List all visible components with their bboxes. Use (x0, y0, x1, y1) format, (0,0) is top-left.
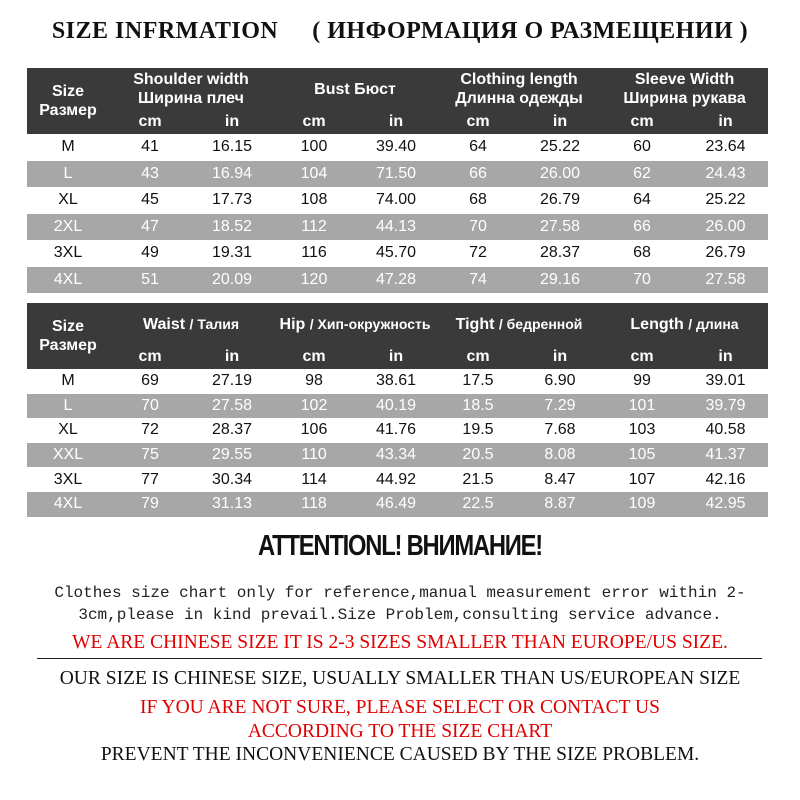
measurement-cell: 44.13 (355, 214, 437, 241)
group-header-ru: Ширина рукава (623, 90, 746, 107)
size-label-cell: L (27, 161, 109, 188)
unit-header: in (683, 345, 768, 369)
measurement-cell: 8.87 (519, 492, 601, 517)
unit-header: in (519, 345, 601, 369)
table-body (27, 369, 768, 517)
measurement-cell: 68 (437, 187, 519, 214)
size-header-en: Size (51, 318, 84, 335)
table-row (27, 443, 768, 468)
measurement-cell: 100 (273, 134, 355, 161)
measurement-cell: 62 (601, 161, 683, 188)
measurement-cell: 17.73 (191, 187, 273, 214)
table-body (27, 134, 768, 293)
measurement-cell: 110 (273, 443, 355, 468)
contact-notice-line: IF YOU ARE NOT SURE, PLEASE SELECT OR CONTACT US (140, 697, 660, 718)
measurement-cell: 43.34 (355, 443, 437, 468)
measurement-cell: 120 (273, 267, 355, 294)
measurement-cell: 26.00 (683, 214, 768, 241)
measurement-cell: 27.58 (191, 394, 273, 419)
measurement-cell: 30.34 (191, 467, 273, 492)
measurement-cell: 8.08 (519, 443, 601, 468)
unit-header: in (191, 345, 273, 369)
measurement-cell: 40.19 (355, 394, 437, 419)
table-row (27, 492, 768, 517)
table-row (27, 240, 768, 267)
inconvenience-notice: PREVENT THE INCONVENIENCE CAUSED BY THE SIZE PROBLEM. (100, 744, 700, 765)
contact-notice (0, 696, 800, 744)
group-header-ru: Ширина плеч (138, 90, 244, 107)
measurement-cell: 20.5 (437, 443, 519, 468)
measurement-cell: 74 (437, 267, 519, 294)
size-label-cell: 4XL (27, 492, 109, 517)
measurement-cell: 25.22 (683, 187, 768, 214)
measurement-cell: 29.16 (519, 267, 601, 294)
table-row (27, 394, 768, 419)
size-label-cell: L (27, 394, 109, 419)
unit-header: in (683, 110, 768, 134)
measurement-cell: 19.31 (191, 240, 273, 267)
measurement-cell: 101 (601, 394, 683, 419)
group-header-ru: / Хип-окружность (309, 315, 431, 332)
size-label-cell: XXL (27, 443, 109, 468)
measurement-cell: 28.37 (191, 418, 273, 443)
size-table-lower (27, 303, 768, 517)
chinese-size-notice: OUR SIZE IS CHINESE SIZE, USUALLY SMALLER THAN US/EUROPEAN SIZE (59, 668, 741, 689)
group-header-en: Length (630, 315, 684, 333)
measurement-cell: 39.40 (355, 134, 437, 161)
measurement-cell: 60 (601, 134, 683, 161)
measurement-cell: 66 (437, 161, 519, 188)
table-row (27, 214, 768, 241)
chinese-size-warning: WE ARE CHINESE SIZE IT IS 2-3 SIZES SMALLER THAN EUROPE/US SIZE. (72, 632, 728, 653)
title-english: SIZE INFRMATION (51, 18, 279, 44)
header-row (27, 68, 768, 110)
measurement-cell: 27.58 (683, 267, 768, 294)
measurement-cell: 109 (601, 492, 683, 517)
measurement-cell: 71.50 (355, 161, 437, 188)
measurement-cell: 23.64 (683, 134, 768, 161)
size-header-en: Size (51, 83, 84, 100)
group-header (437, 68, 601, 110)
unit-header: cm (601, 345, 683, 369)
unit-header: in (355, 345, 437, 369)
measurement-cell: 114 (273, 467, 355, 492)
measurement-cell: 7.29 (519, 394, 601, 419)
measurement-cell: 70 (601, 267, 683, 294)
table-row (27, 467, 768, 492)
measurement-cell: 18.52 (191, 214, 273, 241)
measurement-cell: 16.94 (191, 161, 273, 188)
measurement-cell: 20.09 (191, 267, 273, 294)
measurement-cell: 26.00 (519, 161, 601, 188)
measurement-cell: 66 (601, 214, 683, 241)
size-table-upper (27, 68, 768, 293)
group-header-en: Shoulder width (133, 71, 249, 88)
unit-header: in (355, 110, 437, 134)
measurement-cell: 24.43 (683, 161, 768, 188)
group-header-en: Clothing length (460, 71, 578, 88)
group-header (273, 68, 437, 110)
contact-notice-line: ACCORDING TO THE SIZE CHART (247, 721, 553, 742)
unit-header: cm (109, 110, 191, 134)
measurement-cell: 28.37 (519, 240, 601, 267)
table-row (27, 267, 768, 294)
measurement-cell: 51 (109, 267, 191, 294)
measurement-cell: 21.5 (437, 467, 519, 492)
measurement-cell: 41.37 (683, 443, 768, 468)
measurement-cell: 6.90 (519, 369, 601, 394)
size-label-cell: 4XL (27, 267, 109, 294)
measurement-cell: 74.00 (355, 187, 437, 214)
size-label-cell: M (27, 134, 109, 161)
measurement-cell: 39.79 (683, 394, 768, 419)
unit-header: cm (601, 110, 683, 134)
size-label-cell: 3XL (27, 240, 109, 267)
unit-row (27, 345, 768, 369)
measurement-cell: 70 (109, 394, 191, 419)
measurement-cell: 26.79 (519, 187, 601, 214)
divider (37, 658, 762, 659)
measurement-cell: 16.15 (191, 134, 273, 161)
attention-heading: ATTENTIONL! ВНИМАНИЕ! (257, 530, 542, 562)
measurement-cell: 69 (109, 369, 191, 394)
size-header (27, 68, 109, 134)
group-header-en: Waist (143, 315, 186, 333)
group-header-ru: / длина (688, 315, 739, 332)
title-russian: ( ИНФОРМАЦИЯ О РАЗМЕЩЕНИИ ) (312, 18, 749, 44)
measurement-cell: 45 (109, 187, 191, 214)
measurement-cell: 19.5 (437, 418, 519, 443)
group-header (601, 303, 768, 345)
size-label-cell: M (27, 369, 109, 394)
measurement-cell: 79 (109, 492, 191, 517)
size-label-cell: 2XL (27, 214, 109, 241)
measurement-cell: 70 (437, 214, 519, 241)
table-row (27, 418, 768, 443)
measurement-cell: 39.01 (683, 369, 768, 394)
group-header (109, 303, 273, 345)
size-label-cell: 3XL (27, 467, 109, 492)
measurement-cell: 77 (109, 467, 191, 492)
group-header-ru: / Талия (189, 315, 239, 332)
measurement-cell: 72 (437, 240, 519, 267)
size-header-ru: Размер (39, 337, 97, 354)
size-header (27, 303, 109, 369)
table-row (27, 187, 768, 214)
unit-row (27, 110, 768, 134)
measurement-cell: 99 (601, 369, 683, 394)
measurement-cell: 44.92 (355, 467, 437, 492)
measurement-cell: 102 (273, 394, 355, 419)
measurement-cell: 47 (109, 214, 191, 241)
size-label-cell: XL (27, 418, 109, 443)
table-row (27, 161, 768, 188)
measurement-cell: 64 (601, 187, 683, 214)
unit-header: cm (437, 110, 519, 134)
measurement-cell: 72 (109, 418, 191, 443)
measurement-cell: 27.19 (191, 369, 273, 394)
unit-header: in (191, 110, 273, 134)
reference-note: Clothes size chart only for reference,manual measurement error within 2-3cm,please in kind prevail.Size Problem,consulting service advance. (54, 584, 746, 624)
group-header-ru: / бедренной (498, 315, 583, 332)
page-title (0, 18, 800, 45)
group-header (273, 303, 437, 345)
measurement-cell: 18.5 (437, 394, 519, 419)
unit-header: cm (437, 345, 519, 369)
measurement-cell: 106 (273, 418, 355, 443)
measurement-cell: 8.47 (519, 467, 601, 492)
measurement-cell: 31.13 (191, 492, 273, 517)
measurement-cell: 26.79 (683, 240, 768, 267)
measurement-cell: 25.22 (519, 134, 601, 161)
measurement-cell: 49 (109, 240, 191, 267)
table-row (27, 134, 768, 161)
group-header (109, 68, 273, 110)
unit-header: cm (273, 345, 355, 369)
measurement-cell: 27.58 (519, 214, 601, 241)
measurement-cell: 107 (601, 467, 683, 492)
measurement-cell: 7.68 (519, 418, 601, 443)
measurement-cell: 98 (273, 369, 355, 394)
group-header-en: Bust Бюст (314, 80, 396, 98)
group-header-en: Tight (455, 315, 495, 333)
measurement-cell: 118 (273, 492, 355, 517)
group-header (601, 68, 768, 110)
measurement-cell: 43 (109, 161, 191, 188)
measurement-cell: 42.95 (683, 492, 768, 517)
measurement-cell: 46.49 (355, 492, 437, 517)
measurement-cell: 112 (273, 214, 355, 241)
measurement-cell: 41 (109, 134, 191, 161)
measurement-cell: 41.76 (355, 418, 437, 443)
unit-header: cm (109, 345, 191, 369)
measurement-cell: 45.70 (355, 240, 437, 267)
measurement-cell: 42.16 (683, 467, 768, 492)
group-header-en: Sleeve Width (634, 71, 735, 88)
group-header-en: Hip (279, 315, 306, 333)
table-row (27, 369, 768, 394)
measurement-cell: 38.61 (355, 369, 437, 394)
group-header (437, 303, 601, 345)
size-label-cell: XL (27, 187, 109, 214)
measurement-cell: 40.58 (683, 418, 768, 443)
measurement-cell: 22.5 (437, 492, 519, 517)
header-row (27, 303, 768, 345)
group-header-ru: Длинна одежды (455, 90, 583, 107)
unit-header: cm (273, 110, 355, 134)
measurement-cell: 103 (601, 418, 683, 443)
measurement-cell: 47.28 (355, 267, 437, 294)
unit-header: in (519, 110, 601, 134)
measurement-cell: 64 (437, 134, 519, 161)
measurement-cell: 105 (601, 443, 683, 468)
measurement-cell: 29.55 (191, 443, 273, 468)
size-header-ru: Размер (39, 102, 97, 119)
measurement-cell: 116 (273, 240, 355, 267)
measurement-cell: 104 (273, 161, 355, 188)
measurement-cell: 68 (601, 240, 683, 267)
measurement-cell: 17.5 (437, 369, 519, 394)
measurement-cell: 108 (273, 187, 355, 214)
measurement-cell: 75 (109, 443, 191, 468)
